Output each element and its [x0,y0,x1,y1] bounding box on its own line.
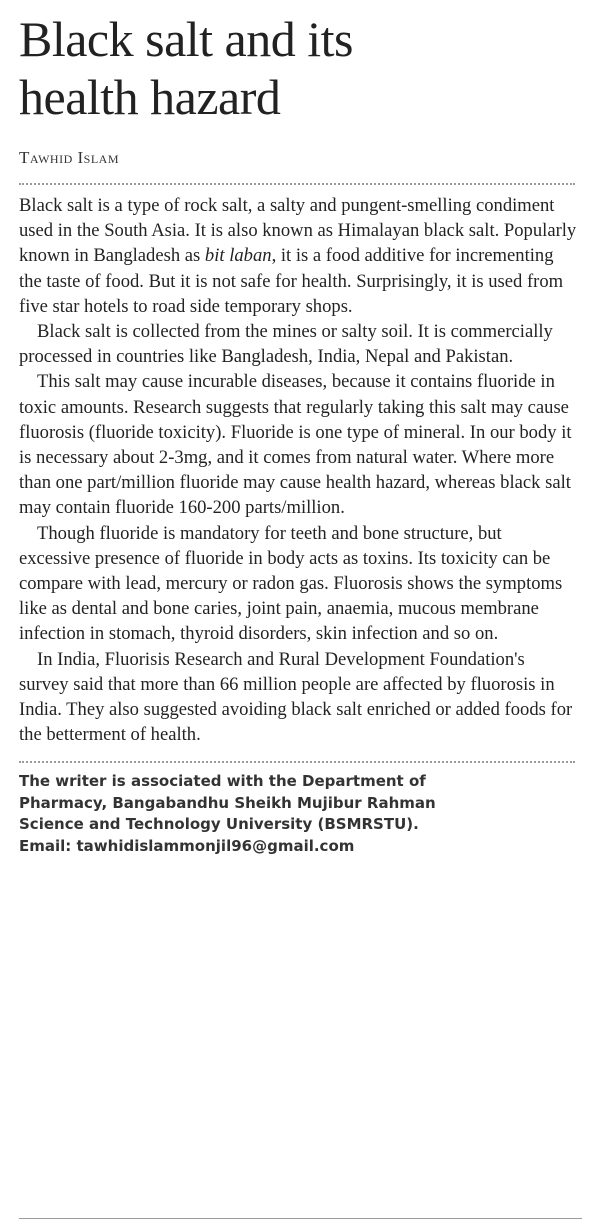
paragraph-1 [19,193,577,319]
paragraph-1-text-a: Black salt is a type of rock salt, a salty and pungent-smelling condiment used in the South Asia. It is also known as Himalayan black salt. Popularly known in Bangladesh as [19,195,577,267]
paragraph-1-text-b: , it is a food additive for incrementing the taste of food. But it is not safe for health. Surprisingly, it is used from five star hotels to road side temporary shops. [19,245,564,317]
paragraph-4: Though fluoride is mandatory for teeth and bone structure, but excessive presence of fluoride in body acts as toxins. Its toxicity can be compare with lead, mercury or radon gas. Fluorosis shows the symptoms like as dental and bone caries, joint pain, anaemia, mucous membrane infection in stomach, thyroid disorders, skin infection and so on. [19,522,563,645]
bio-line-1: The writer is associated with the Department of [19,772,426,791]
footer-rule [19,1218,582,1219]
bio-email-line: Email: tawhidislammonjil96@gmail.com [19,836,355,855]
paragraph-3: This salt may cause incurable diseases, because it contains fluoride in toxic amounts. Research suggests that regularly taking this salt may cause fluorosis (fluoride toxicity). Fluoride is one type of mineral. In our body it is necessary about 2-3mg, and it comes from natural water. Where more than one part/million fluoride may cause health hazard, whereas black salt may contain fluoride 160-200 parts/million. [19,371,572,519]
paragraph-2: Black salt is collected from the mines or salty soil. It is commercially processed in countries like Bangladesh, India, Nepal and Pakistan. [19,321,553,368]
dotted-divider-top [19,183,575,185]
dotted-divider-bottom [19,761,575,763]
title-line-2: health hazard [19,69,281,125]
article-body [19,193,577,747]
italic-term: bit laban [204,245,272,267]
author-byline: Tawhid Islam [19,148,119,167]
author-bio [19,771,577,857]
title-line-1: Black salt and its [19,11,353,67]
article-title [19,10,577,126]
paragraph-5: In India, Fluorisis Research and Rural Development Foundation's survey said that more than 66 million people are affected by fluorosis in India. They also suggested avoiding black salt enriched or added foods for the betterment of health. [19,648,573,746]
bio-line-2: Pharmacy, Bangabandhu Sheikh Mujibur Rahman [19,793,436,812]
bio-line-3: Science and Technology University (BSMRSTU). [19,815,419,834]
